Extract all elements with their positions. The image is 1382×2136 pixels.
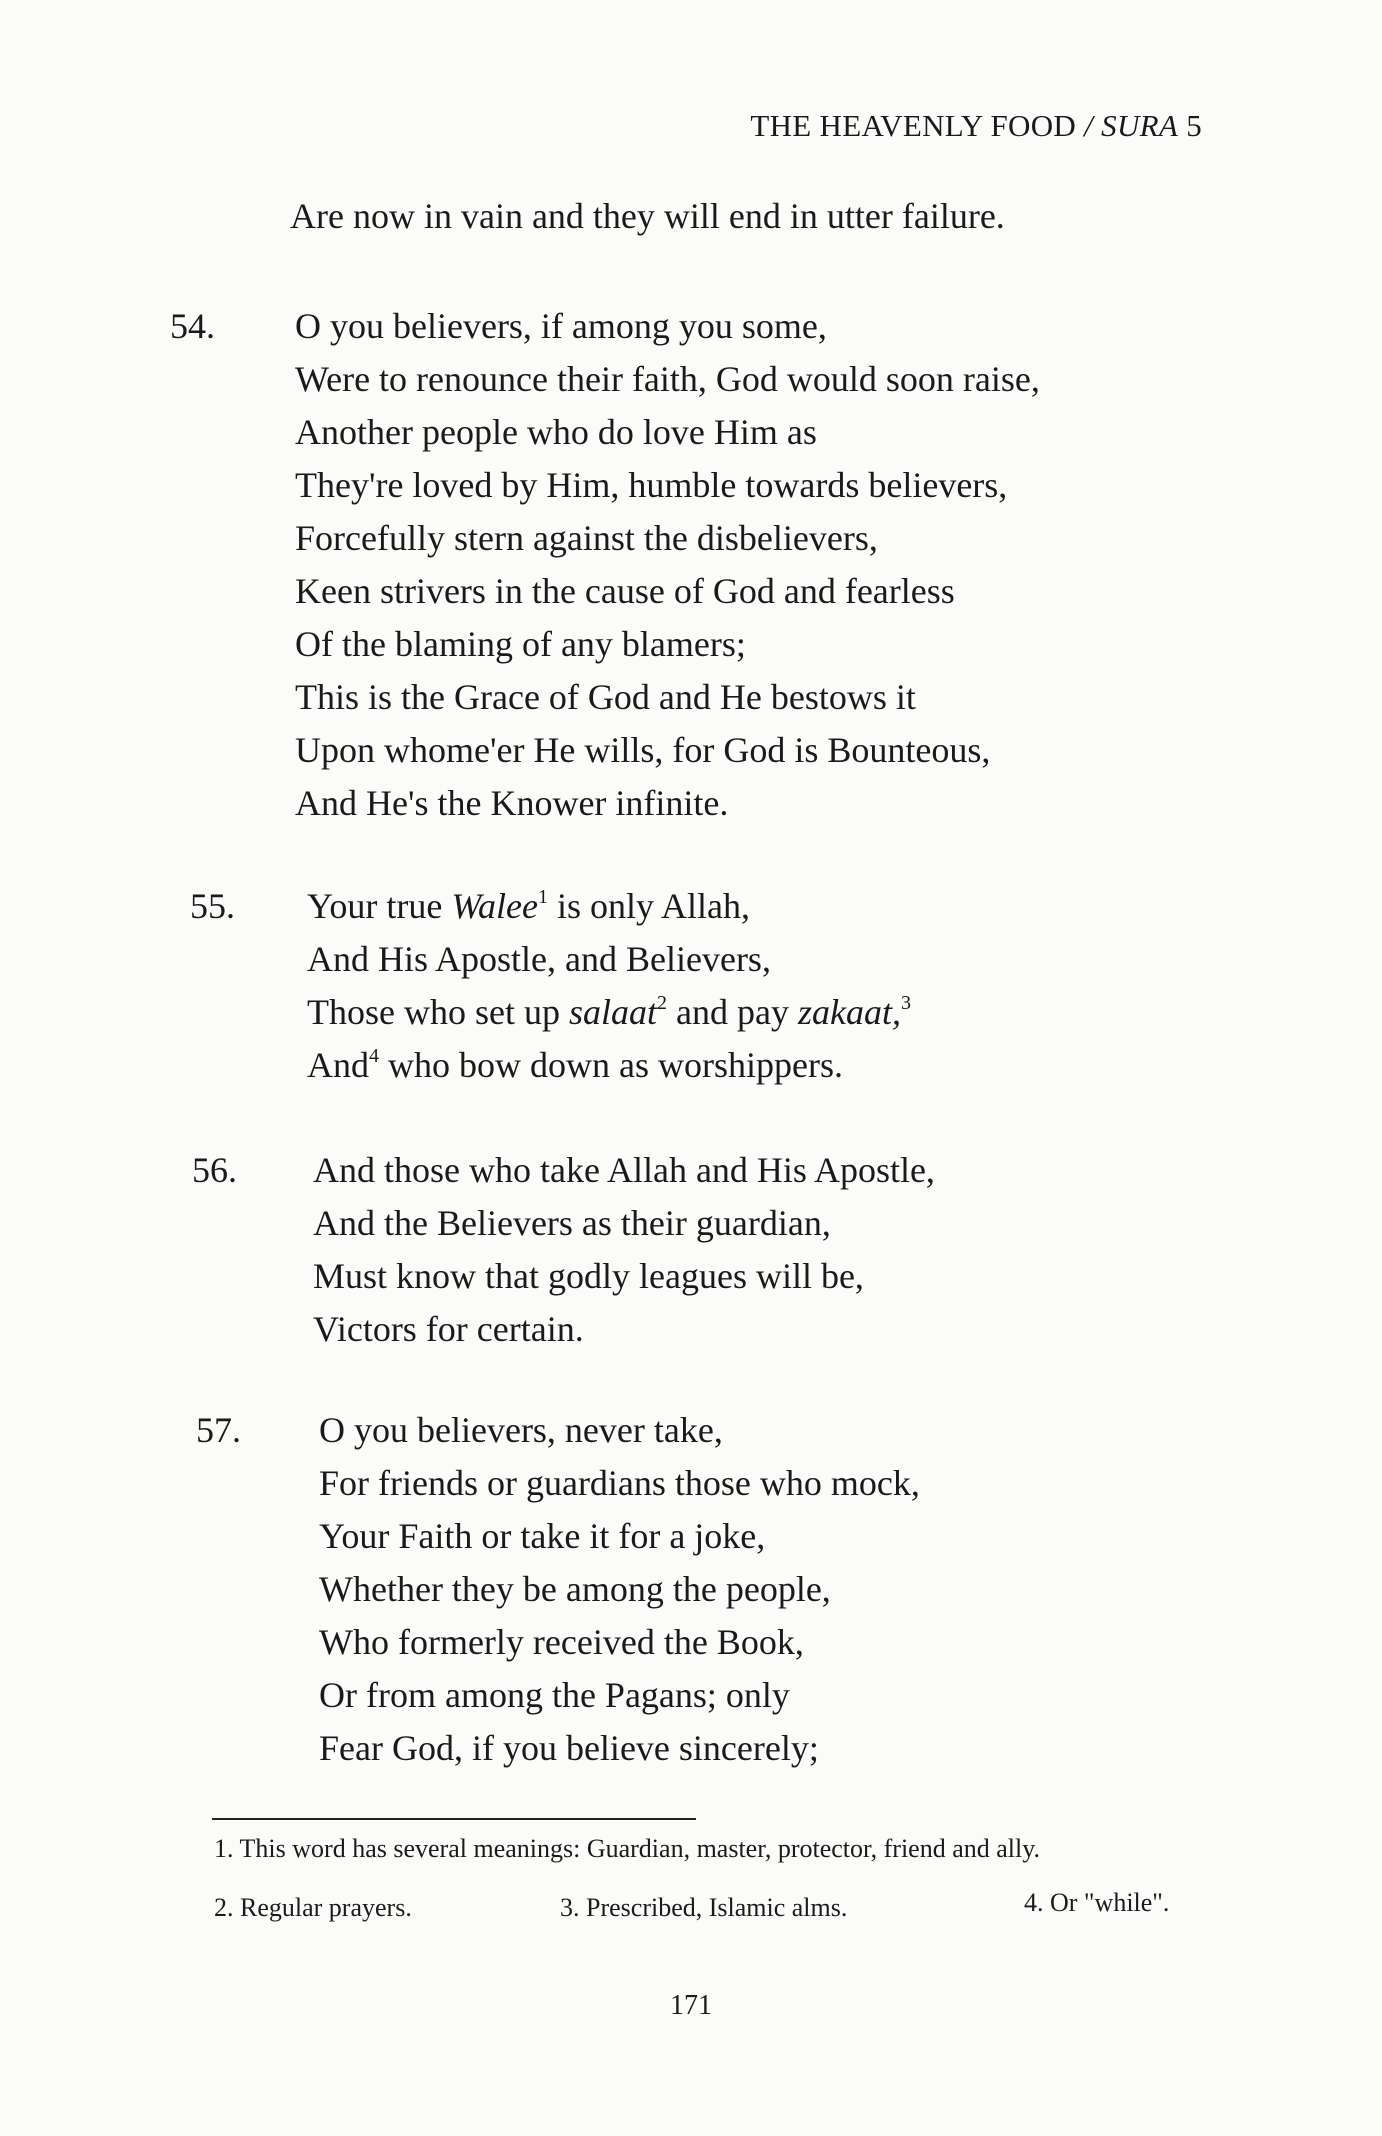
- verse-line: Of the blaming of any blamers;: [295, 624, 746, 664]
- verse-lines: [319, 1404, 920, 1775]
- verse-number: 54.: [170, 306, 215, 346]
- text-run: is only Allah,: [548, 886, 751, 926]
- verse-line: And those who take Allah and His Apostle,: [313, 1150, 935, 1190]
- verse-line: [307, 1039, 911, 1092]
- footnote-2: 2. Regular prayers.: [214, 1893, 412, 1922]
- footnote-3: 3. Prescribed, Islamic alms.: [560, 1893, 848, 1922]
- term-salaat: salaat: [568, 992, 657, 1032]
- header-sura: SURA: [1101, 108, 1179, 143]
- text-run: Your true: [307, 886, 452, 926]
- verse-line: [307, 986, 911, 1039]
- header-separator: /: [1084, 108, 1094, 143]
- verse-line: O you believers, if among you some,: [295, 306, 827, 346]
- footnote-4: 4. Or "while".: [1024, 1888, 1170, 1917]
- verse-line: Whether they be among the people,: [319, 1569, 831, 1609]
- verse-line: Keen strivers in the cause of God and fearless: [295, 571, 955, 611]
- verse-line: Upon whome'er He wills, for God is Bounteous,: [295, 730, 991, 770]
- footnote-1: 1. This word has several meanings: Guardian, master, protector, friend and ally.: [214, 1834, 1041, 1863]
- verse-number: 57.: [196, 1410, 241, 1450]
- footnote-ref: 2: [656, 992, 667, 1014]
- verse-line: Another people who do love Him as: [295, 412, 817, 452]
- verse-number: 55.: [190, 886, 235, 926]
- verse-line: Who formerly received the Book,: [319, 1622, 804, 1662]
- page-number: 171: [670, 1990, 712, 2021]
- verse-lines: [295, 300, 1040, 830]
- verse-line: Forcefully stern against the disbelievers,: [295, 518, 878, 558]
- verse-line: They're loved by Him, humble towards believers,: [295, 465, 1008, 505]
- verse-line: For friends or guardians those who mock,: [319, 1463, 920, 1503]
- verse-line: Or from among the Pagans; only: [319, 1675, 790, 1715]
- verse-line: Victors for certain.: [313, 1309, 584, 1349]
- continuation-line: Are now in vain and they will end in utter failure.: [290, 196, 1005, 236]
- running-header: [750, 108, 1202, 144]
- verse-line: This is the Grace of God and He bestows it: [295, 677, 916, 717]
- verse-lines: [307, 880, 911, 1092]
- text-run: And: [307, 1045, 369, 1085]
- verse-number: 56.: [192, 1150, 237, 1190]
- verse-line: And the Believers as their guardian,: [313, 1203, 831, 1243]
- verse-lines: [313, 1144, 935, 1356]
- header-title: THE HEAVENLY FOOD: [750, 108, 1077, 143]
- text-run: and pay: [666, 992, 798, 1032]
- verse-line: Fear God, if you believe sincerely;: [319, 1728, 819, 1768]
- text-run: who bow down as worshippers.: [379, 1045, 843, 1085]
- verse-line: O you believers, never take,: [319, 1410, 723, 1450]
- verse-line: Must know that godly leagues will be,: [313, 1256, 864, 1296]
- verse-line: Were to renounce their faith, God would soon raise,: [295, 359, 1040, 399]
- footnote-ref: 4: [369, 1045, 379, 1067]
- term-zakaat: zakaat,: [797, 992, 901, 1032]
- verse-line: And His Apostle, and Believers,: [307, 939, 771, 979]
- term-walee: Walee: [451, 886, 539, 926]
- verse-line: And He's the Knower infinite.: [295, 783, 729, 823]
- text-run: Those who set up: [307, 992, 569, 1032]
- header-sura-number: 5: [1186, 108, 1202, 143]
- footnote-divider: [212, 1818, 696, 1820]
- verse-line: Your Faith or take it for a joke,: [319, 1516, 766, 1556]
- footnote-ref: 1: [538, 886, 549, 908]
- verse-line: [307, 880, 911, 933]
- footnote-ref: 3: [900, 992, 911, 1014]
